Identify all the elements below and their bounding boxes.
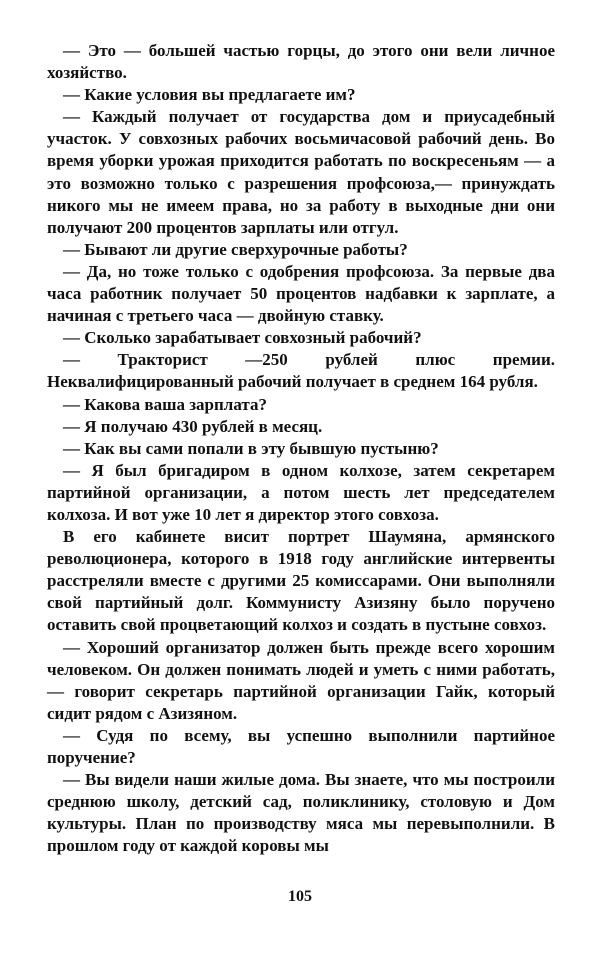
paragraph-5: — Да, но тоже только с одобрения профсоюза. За первые два часа работник получает 50 процентов надбавки к зарплате, а начиная с третьего часа — двойную ставку. [47,261,555,326]
page-number: 105 [288,888,312,905]
paragraph-7: — Тракторист —250 рублей плюс премии. Неквалифицированный рабочий получает в среднем 164 рубля. [47,350,555,392]
paragraph-8: — Какова ваша зарплата? [63,394,267,414]
paragraph-12: В его кабинете висит портрет Шаумяна, армянского революционера, которого в 1918 году английские интервенты расстреляли вместе с другими 25 комиссарами. Они выполняли свой партийный долг. Коммунисту Азизяну было поручено оставить свой процветающий колхоз и создать в пустыне совхоз. [47,527,555,635]
paragraph-4: — Бывают ли другие сверхурочные работы? [63,239,408,259]
paragraph-10: — Как вы сами попали в эту бывшую пустыню? [63,438,439,458]
paragraph-3: — Каждый получает от государства дом и приусадебный участок. У совхозных рабочих восьмичасовой рабочий день. Во время уборки урожая приходится работать по воскресеньям — а это возможно только с разрешения профсоюза,— принуждать никого мы не имеем права, но за работу в выходные дни они получают 200 процентов зарплаты или отгул. [47,107,555,237]
paragraph-1: — Это — большей частью горцы, до этого они вели личное хозяйство. [47,41,555,83]
paragraph-13: — Хороший организатор должен быть прежде всего хорошим человеком. Он должен понимать людей и уметь с ними работать,— говорит секретарь партийной организации Гайк, который сидит рядом с Азизяном. [47,637,555,723]
paragraph-9: — Я получаю 430 рублей в месяц. [63,416,323,436]
paragraph-11: — Я был бригадиром в одном колхозе, затем секретарем партийной организации, а потом шесть лет председателем колхоза. И вот уже 10 лет я директор этого совхоза. [47,460,555,524]
paragraph-14: — Судя по всему, вы успешно выполнили партийное поручение? [47,725,555,767]
paragraph-15: — Вы видели наши жилые дома. Вы знаете, что мы построили среднюю школу, детский сад, поликлинику, столовую и Дом культуры. План по производству мяса мы перевыполнили. В прошлом году от каждой коровы мы [47,770,555,856]
paragraph-2: — Какие условия вы предлагаете им? [63,85,356,105]
page-body [47,40,555,857]
paragraph-6: — Сколько зарабатывает совхозный рабочий? [63,328,422,348]
